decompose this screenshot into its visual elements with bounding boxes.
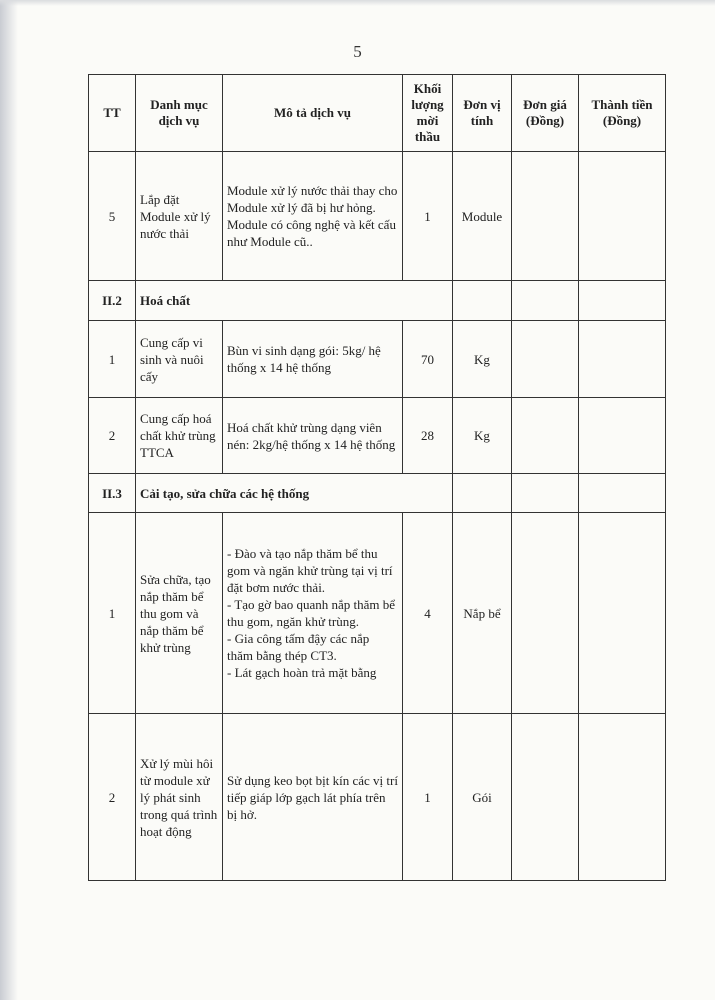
empty-cell <box>512 474 579 513</box>
scan-top-shadow <box>0 0 715 6</box>
section-row <box>89 281 666 321</box>
row-total <box>579 513 666 714</box>
row-unit: Nắp bể <box>453 513 512 714</box>
table-row <box>89 321 666 398</box>
row-quantity: 4 <box>403 513 453 714</box>
header-khoi-luong: Khối lượng mời thầu <box>403 75 453 152</box>
service-table <box>88 74 666 881</box>
row-unit-price <box>512 513 579 714</box>
description-line: - Đào và tạo nắp thăm bể thu gom và ngăn khử trùng tại vị trí đặt bơm nước thải. <box>227 546 393 595</box>
header-don-vi: Đơn vị tính <box>453 75 512 152</box>
empty-cell <box>512 281 579 321</box>
section-row <box>89 474 666 513</box>
row-unit: Kg <box>453 321 512 398</box>
row-unit-price <box>512 714 579 881</box>
table-header-row <box>89 75 666 152</box>
row-quantity: 1 <box>403 714 453 881</box>
row-service-name: Sửa chữa, tạo nắp thăm bể thu gom và nắp thăm bể khử trùng <box>136 513 223 714</box>
section-title: Cải tạo, sửa chữa các hệ thống <box>136 474 453 513</box>
row-tt: 1 <box>89 513 136 714</box>
row-unit-price <box>512 398 579 474</box>
row-description <box>223 513 403 714</box>
row-description: Sử dụng keo bọt bịt kín các vị trí tiếp giáp lớp gạch lát phía trên bị hở. <box>223 714 403 881</box>
row-service-name: Xử lý mùi hôi từ module xử lý phát sinh trong quá trình hoạt động <box>136 714 223 881</box>
row-service-name: Cung cấp hoá chất khử trùng TTCA <box>136 398 223 474</box>
row-service-name: Cung cấp vi sinh và nuôi cấy <box>136 321 223 398</box>
row-quantity: 1 <box>403 152 453 281</box>
row-quantity: 70 <box>403 321 453 398</box>
row-description: Hoá chất khử trùng dạng viên nén: 2kg/hệ thống x 14 hệ thống <box>223 398 403 474</box>
row-total <box>579 321 666 398</box>
description-line: - Lát gạch hoàn trả mặt bằng <box>227 665 377 680</box>
section-title: Hoá chất <box>136 281 453 321</box>
header-mo-ta: Mô tả dịch vụ <box>223 75 403 152</box>
empty-cell <box>453 281 512 321</box>
table-row <box>89 714 666 881</box>
row-description: Bùn vi sinh dạng gói: 5kg/ hệ thống x 14 hệ thống <box>223 321 403 398</box>
row-unit: Kg <box>453 398 512 474</box>
description-line: - Gia công tấm đậy các nắp thăm bằng thép CT3. <box>227 631 370 663</box>
description-line: - Tạo gờ bao quanh nắp thăm bể thu gom, ngăn khử trùng. <box>227 597 396 629</box>
row-unit-price <box>512 321 579 398</box>
row-unit: Gói <box>453 714 512 881</box>
row-quantity: 28 <box>403 398 453 474</box>
row-total <box>579 152 666 281</box>
page-number: 5 <box>353 42 362 61</box>
scan-edge-shadow <box>0 0 18 1000</box>
empty-cell <box>453 474 512 513</box>
row-unit-price <box>512 152 579 281</box>
header-tt: TT <box>89 75 136 152</box>
row-unit: Module <box>453 152 512 281</box>
empty-cell <box>579 474 666 513</box>
row-tt: 2 <box>89 714 136 881</box>
row-tt: 5 <box>89 152 136 281</box>
header-thanh-tien: Thành tiền (Đồng) <box>579 75 666 152</box>
section-number: II.2 <box>89 281 136 321</box>
table-row <box>89 152 666 281</box>
row-total <box>579 398 666 474</box>
row-tt: 1 <box>89 321 136 398</box>
header-don-gia: Đơn giá (Đồng) <box>512 75 579 152</box>
row-tt: 2 <box>89 398 136 474</box>
empty-cell <box>579 281 666 321</box>
table-row <box>89 513 666 714</box>
section-number: II.3 <box>89 474 136 513</box>
row-total <box>579 714 666 881</box>
row-service-name: Lắp đặt Module xử lý nước thải <box>136 152 223 281</box>
table-row <box>89 398 666 474</box>
header-danh-muc: Danh mục dịch vụ <box>136 75 223 152</box>
row-description: Module xử lý nước thải thay cho Module xử lý đã bị hư hỏng. Module có công nghệ và kết cấu như Module cũ.. <box>223 152 403 281</box>
